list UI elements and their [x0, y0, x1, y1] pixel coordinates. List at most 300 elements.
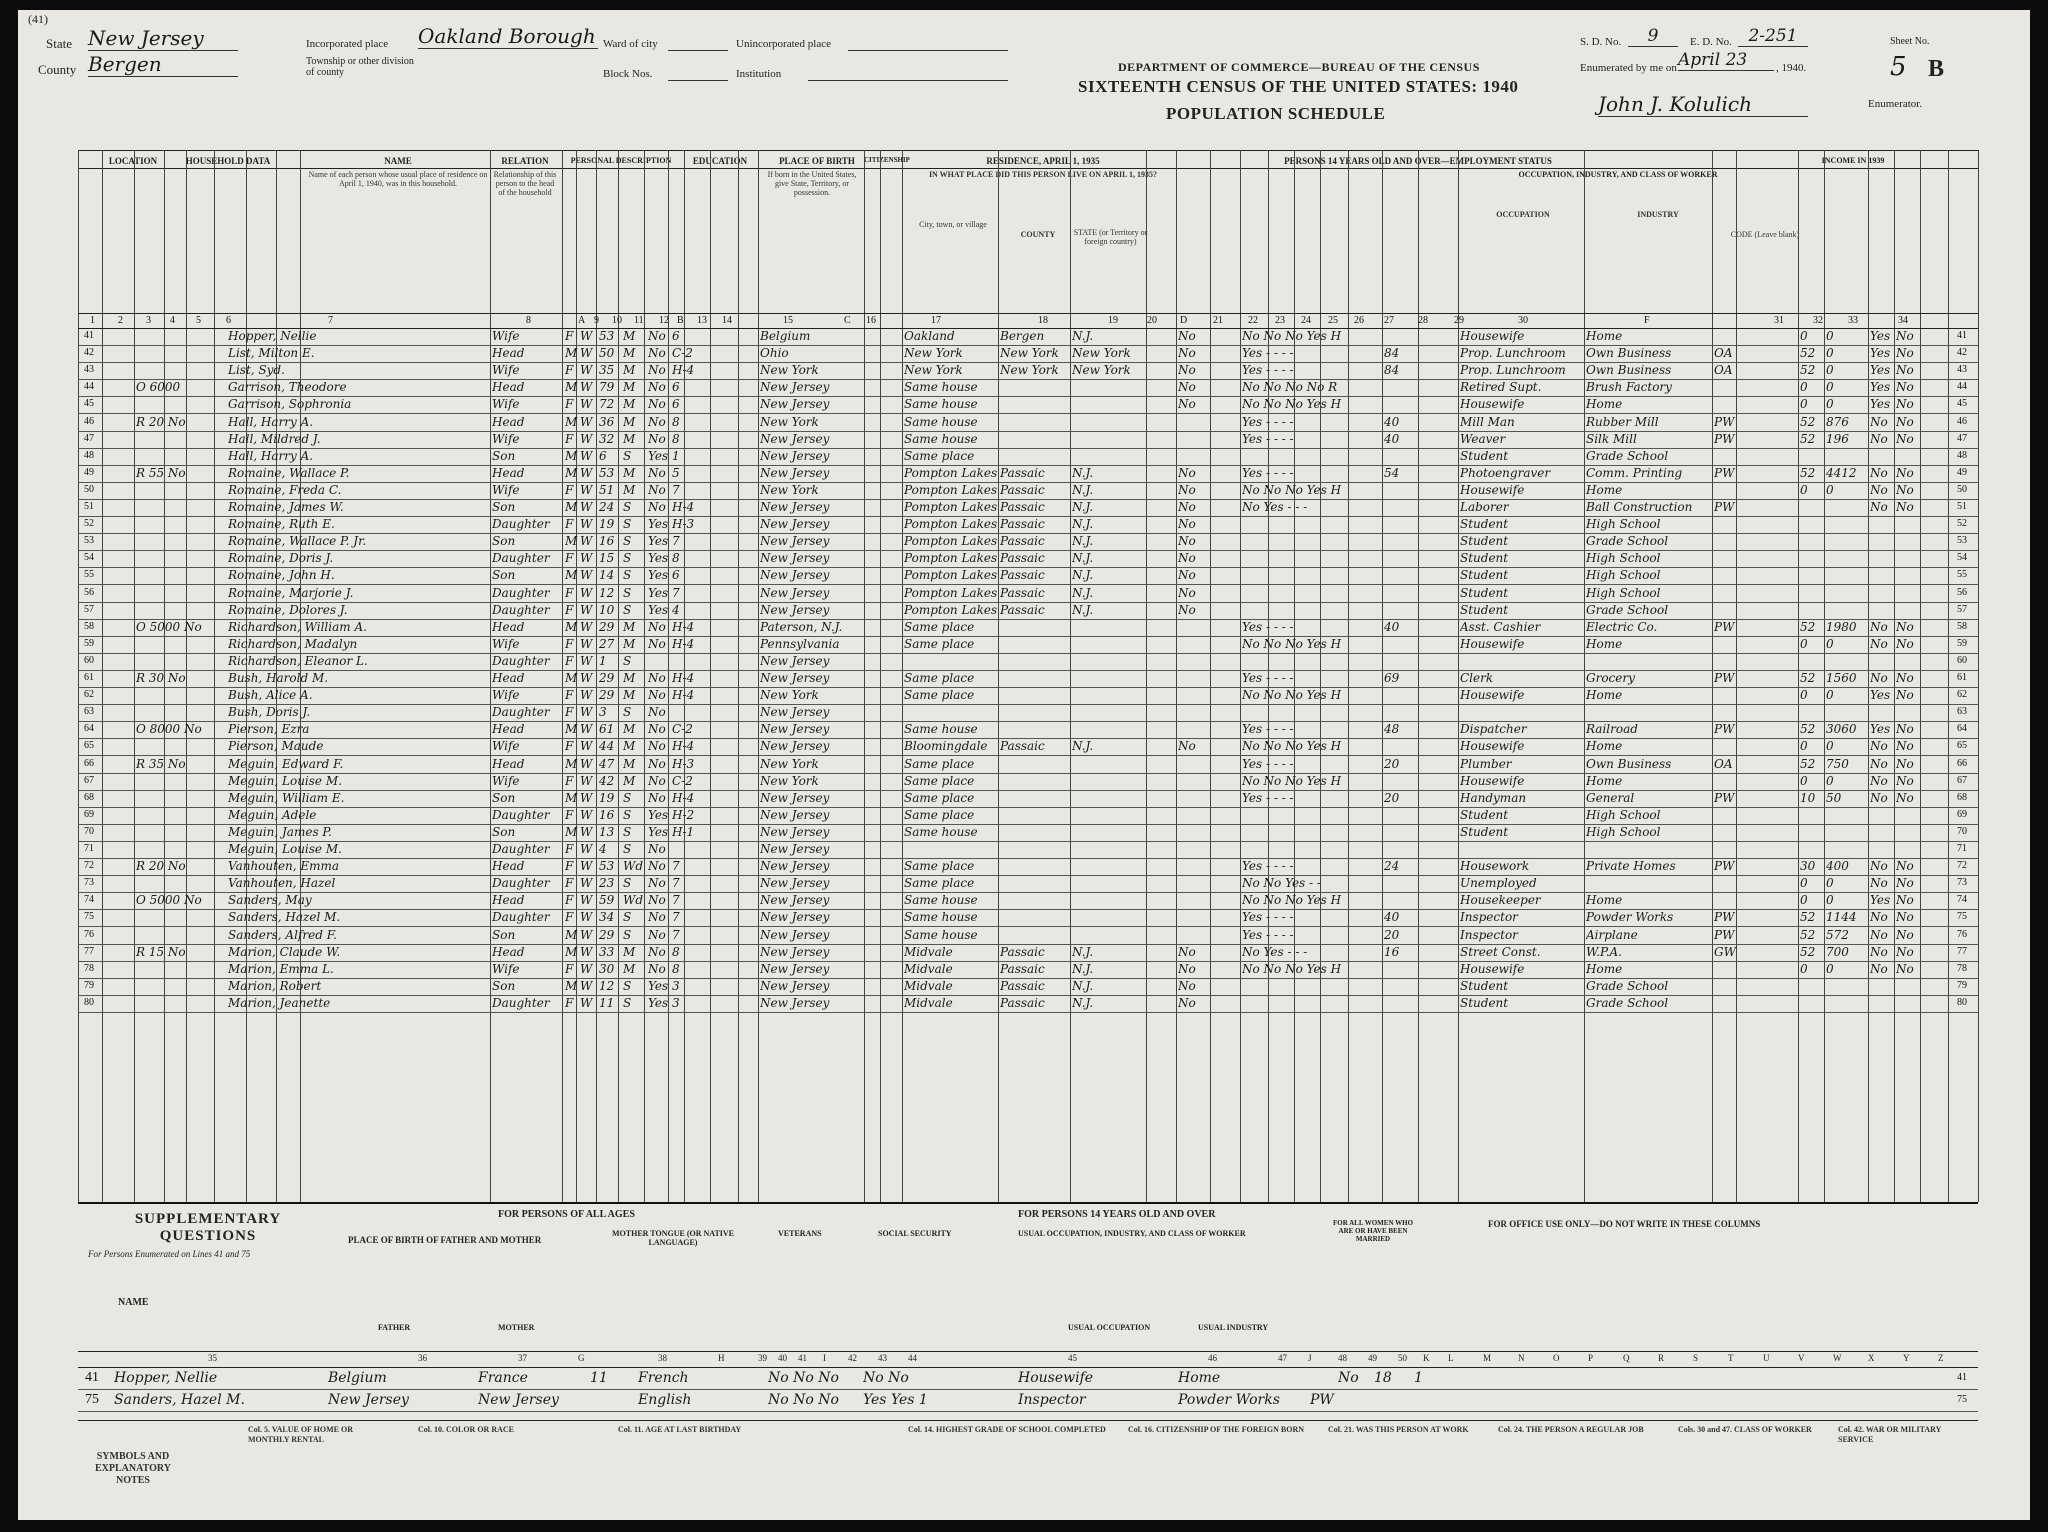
supp-column-number: 46 [1208, 1353, 1217, 1363]
note-col42: Col. 42. WAR OR MILITARY SERVICE [1838, 1425, 1942, 1444]
head-name: Name of each person whose usual place of residence on April 1, 1940, was in this household. [308, 170, 488, 188]
on-farm: No [1178, 465, 1196, 480]
line-number: 60 [84, 654, 94, 666]
table-row [78, 961, 1978, 979]
race: W [580, 995, 593, 1010]
industry: Home [1586, 482, 1623, 497]
sex: F [565, 688, 574, 703]
age: 29 [599, 619, 615, 634]
supp-class: PW [1310, 1392, 1334, 1408]
enumerated-date: April 23 [1678, 50, 1774, 71]
note-col21: Col. 21. WAS THIS PERSON AT WORK [1328, 1425, 1469, 1434]
table-row [78, 465, 1978, 483]
institution-label: Institution [736, 68, 782, 80]
sex: M [565, 534, 578, 549]
supp-column-number: Q [1623, 1353, 1630, 1363]
sex: M [565, 824, 578, 839]
age: 32 [599, 431, 615, 446]
class-of-worker: OA [1714, 346, 1733, 361]
employment-status: No No Yes - - [1242, 876, 1321, 891]
line-number-right: 62 [1957, 689, 1967, 701]
residence-city: Pompton Lakes [904, 585, 998, 600]
industry: Grocery [1586, 671, 1635, 685]
residence-city: Same house [904, 893, 978, 908]
other-income: Yes [1870, 363, 1891, 378]
band-citizenship: CITIZENSHIP [864, 156, 910, 164]
enumerated-label: Enumerated by me on [1580, 62, 1677, 74]
person-name: Pierson, Maude [228, 739, 324, 754]
age: 51 [599, 482, 615, 497]
place-of-birth: Paterson, N.J. [760, 619, 843, 634]
sex: F [565, 876, 574, 891]
employment-status: Yes - - - - [1242, 465, 1294, 480]
industry: Brush Factory [1586, 380, 1672, 395]
occupation: Prop. Lunchroom [1460, 346, 1566, 361]
industry: Home [1586, 329, 1623, 343]
supp-column-number: L [1448, 1353, 1454, 1363]
age: 42 [599, 773, 615, 788]
supp-rows [78, 1368, 1978, 1416]
occupation: Student [1460, 585, 1509, 600]
line-number-right: 64 [1957, 723, 1967, 735]
farm-schedule: No [1896, 363, 1914, 378]
place-of-birth: New Jersey [760, 585, 830, 600]
race: W [580, 414, 593, 429]
school-attendance: No [648, 671, 666, 685]
residence-county: Passaic [1000, 995, 1045, 1010]
supp-column-number: S [1693, 1353, 1699, 1363]
race: W [580, 859, 593, 874]
other-income: Yes [1870, 688, 1891, 703]
marital-status: S [623, 927, 632, 942]
grade-completed: 4 [672, 602, 680, 617]
class-of-worker: PW [1714, 671, 1735, 685]
grade-completed: 8 [672, 414, 680, 429]
occupation: Handyman [1460, 790, 1527, 805]
wage-income: 0 [1826, 876, 1834, 891]
residence-city: Pompton Lakes [904, 551, 998, 566]
line-number-right: 79 [1957, 979, 1967, 991]
table-row [78, 379, 1978, 397]
marital-status: M [623, 671, 636, 685]
county-value: Bergen [88, 52, 238, 77]
supp-over14-band: FOR PERSONS 14 YEARS OLD AND OVER [1018, 1209, 1216, 1220]
school-attendance: No [648, 842, 666, 856]
race: W [580, 790, 593, 805]
state-value: New Jersey [88, 26, 238, 51]
residence-city: Oakland [904, 329, 955, 343]
marital-status: S [623, 602, 632, 617]
head-state: STATE (or Territory or foreign country) [1073, 228, 1148, 246]
other-income: No [1870, 500, 1888, 514]
supp-head-veterans: VETERANS [778, 1229, 822, 1238]
relation: Daughter [492, 910, 550, 925]
place-of-birth: New Jersey [760, 568, 830, 583]
farm-schedule: No [1896, 756, 1914, 771]
residence-city: Pompton Lakes [904, 465, 998, 480]
note-col16: Col. 16. CITIZENSHIP OF THE FOREIGN BORN [1128, 1425, 1305, 1434]
marital-status: M [623, 465, 636, 480]
supp-head-women: FOR ALL WOMEN WHO ARE OR HAVE BEEN MARRIED [1332, 1219, 1414, 1243]
sex: M [565, 671, 578, 685]
table-row [78, 567, 1978, 585]
residence-state: New York [1072, 346, 1131, 361]
school-attendance: Yes [648, 602, 669, 617]
head-industry: INDUSTRY [1637, 210, 1679, 219]
place-of-birth: New Jersey [760, 448, 830, 463]
column-number: 30 [1518, 315, 1528, 326]
person-name: Sanders, Alfred F. [228, 927, 337, 942]
line-number: 73 [84, 877, 94, 889]
relation: Wife [492, 431, 520, 446]
relation: Son [492, 790, 516, 805]
person-name: Bush, Doris J. [228, 705, 311, 720]
residence-city: Same place [904, 790, 975, 805]
other-income: No [1870, 773, 1888, 788]
line-number-right: 56 [1957, 586, 1967, 598]
head-city: City, town, or village [919, 220, 987, 229]
on-farm: No [1178, 995, 1196, 1010]
band-occupation: OCCUPATION, INDUSTRY, AND CLASS OF WORKER [1518, 170, 1718, 179]
industry: Grade School [1586, 995, 1669, 1010]
residence-city: Midvale [904, 995, 953, 1010]
residence-city: Pompton Lakes [904, 568, 998, 583]
household-data: R 15 No [136, 944, 186, 959]
table-row [78, 790, 1978, 808]
supp-row [78, 1390, 1978, 1412]
race: W [580, 978, 593, 993]
supp-subtitle: For Persons Enumerated on Lines 41 and 75 [88, 1249, 251, 1259]
race: W [580, 363, 593, 378]
farm-schedule: No [1896, 927, 1914, 942]
column-number: 20 [1147, 315, 1157, 326]
farm-schedule: No [1896, 876, 1914, 891]
relation: Head [492, 619, 525, 634]
relation: Daughter [492, 653, 550, 668]
weeks-worked: 52 [1800, 756, 1816, 771]
other-income: Yes [1870, 893, 1891, 908]
place-of-birth: New Jersey [760, 602, 830, 617]
grade-completed: H-4 [672, 688, 695, 703]
supp-usual-occ: USUAL OCCUPATION [1068, 1323, 1151, 1332]
grade-completed: H-4 [672, 619, 695, 634]
school-attendance: No [648, 773, 666, 788]
table-row [78, 875, 1978, 893]
enumerator-signature: John J. Kolulich [1598, 92, 1808, 117]
line-number-right: 65 [1957, 740, 1967, 752]
place-of-birth: New Jersey [760, 961, 830, 976]
residence-state: N.J. [1072, 551, 1094, 566]
industry: Grade School [1586, 534, 1669, 549]
enumerator-label: Enumerator. [1868, 98, 1923, 110]
person-name: Garrison, Sophronia [228, 397, 352, 412]
farm-schedule: No [1896, 944, 1914, 959]
place-of-birth: New Jersey [760, 397, 830, 412]
residence-city: Same house [904, 910, 978, 925]
farm-schedule: No [1896, 671, 1914, 685]
occupation: Housewife [1460, 688, 1525, 703]
class-of-worker: PW [1714, 910, 1735, 925]
supp-column-number: N [1518, 1353, 1525, 1363]
relation: Daughter [492, 876, 550, 891]
weeks-worked: 0 [1800, 688, 1808, 703]
line-number-right: 76 [1957, 928, 1967, 940]
marital-status: M [623, 722, 636, 737]
column-number: A [578, 315, 586, 326]
industry: General [1586, 790, 1635, 805]
employment-status: Yes - - - - [1242, 346, 1294, 361]
line-number-right: 44 [1957, 381, 1967, 393]
table-row [78, 516, 1978, 534]
sd-label: S. D. No. [1580, 36, 1622, 48]
age: 34 [599, 910, 615, 925]
age: 11 [599, 995, 615, 1010]
column-number: B [677, 315, 684, 326]
supp-married: No [1338, 1370, 1359, 1386]
supp-column-number: 45 [1068, 1353, 1077, 1363]
relation: Head [492, 944, 525, 959]
residence-county: Passaic [1000, 465, 1045, 480]
age: 29 [599, 688, 615, 703]
supp-column-number: 47 [1278, 1353, 1287, 1363]
school-attendance: No [648, 961, 666, 976]
column-number: 26 [1354, 315, 1364, 326]
school-attendance: No [648, 482, 666, 497]
occupation: Mill Man [1460, 414, 1515, 429]
col-rule [1978, 150, 1979, 1202]
place-of-birth: New Jersey [760, 944, 830, 959]
residence-city: Same house [904, 397, 978, 412]
place-of-birth: Belgium [760, 329, 811, 343]
race: W [580, 568, 593, 583]
hours-worked: 20 [1384, 790, 1400, 805]
person-name: Bush, Alice A. [228, 688, 313, 703]
grade-completed: C-2 [672, 346, 693, 361]
marital-status: Wd [623, 893, 644, 908]
marital-status: S [623, 824, 632, 839]
residence-city: Midvale [904, 944, 953, 959]
farm-schedule: No [1896, 636, 1914, 651]
sex: M [565, 619, 578, 634]
place-of-birth: New Jersey [760, 978, 830, 993]
weeks-worked: 52 [1800, 346, 1816, 361]
grade-completed: 7 [672, 910, 680, 925]
supp-column-number: H [718, 1353, 725, 1363]
marital-status: M [623, 961, 636, 976]
age: 29 [599, 927, 615, 942]
race: W [580, 346, 593, 361]
on-farm: No [1178, 585, 1196, 600]
supp-column-number: 39 [758, 1353, 767, 1363]
line-number-right: 60 [1957, 654, 1967, 666]
line-number-right: 63 [1957, 706, 1967, 718]
relation: Wife [492, 329, 520, 343]
occupation: Housekeeper [1460, 893, 1541, 908]
residence-city: Same house [904, 380, 978, 395]
relation: Son [492, 448, 516, 463]
supp-veterans: No No No [768, 1370, 839, 1386]
age: 16 [599, 534, 615, 549]
table-row [78, 824, 1978, 842]
place-of-birth: New Jersey [760, 927, 830, 942]
supp-top-rule [78, 1202, 1978, 1204]
other-income: Yes [1870, 397, 1891, 412]
hours-worked: 84 [1384, 363, 1400, 378]
race: W [580, 876, 593, 891]
person-name: List, Milton E. [228, 346, 315, 361]
line-number: 46 [84, 415, 94, 427]
line-number: 52 [84, 518, 94, 530]
employment-status: Yes - - - - [1242, 414, 1294, 429]
place-of-birth: New York [760, 756, 819, 771]
age: 12 [599, 585, 615, 600]
employment-status: Yes - - - - [1242, 927, 1294, 942]
place-of-birth: New Jersey [760, 431, 830, 446]
race: W [580, 807, 593, 822]
marital-status: S [623, 807, 632, 822]
column-number: 15 [783, 315, 793, 326]
table-row [78, 636, 1978, 654]
supp-head-usual: USUAL OCCUPATION, INDUSTRY, AND CLASS OF WORKER [1018, 1229, 1246, 1238]
weeks-worked: 30 [1800, 859, 1816, 874]
supp-column-number: 44 [908, 1353, 917, 1363]
corner-mark: (41) [28, 12, 48, 26]
other-income: No [1870, 790, 1888, 805]
school-attendance: No [648, 859, 666, 874]
place-of-birth: New York [760, 688, 819, 703]
occupation: Retired Supt. [1460, 380, 1542, 395]
line-number-right: 66 [1957, 757, 1967, 769]
occupation: Student [1460, 807, 1509, 822]
grade-completed: 7 [672, 876, 680, 891]
residence-city: Same place [904, 773, 975, 788]
column-number: 3 [146, 315, 151, 326]
column-number: 10 [612, 315, 622, 326]
marital-status: M [623, 739, 636, 754]
supp-column-number: 41 [798, 1353, 807, 1363]
relation: Head [492, 414, 525, 429]
school-attendance: No [648, 431, 666, 446]
sex: M [565, 927, 578, 942]
residence-county: New York [1000, 363, 1059, 378]
sex: F [565, 842, 574, 856]
relation: Son [492, 568, 516, 583]
place-of-birth: New Jersey [760, 534, 830, 549]
table-row [78, 773, 1978, 791]
marital-status: M [623, 756, 636, 771]
on-farm: No [1178, 534, 1196, 549]
other-income: No [1870, 756, 1888, 771]
farm-schedule: No [1896, 346, 1914, 361]
school-attendance: No [648, 414, 666, 429]
industry: Home [1586, 961, 1623, 976]
school-attendance: No [648, 346, 666, 361]
sex: F [565, 995, 574, 1010]
race: W [580, 739, 593, 754]
table-row [78, 499, 1978, 517]
line-number: 68 [84, 791, 94, 803]
relation: Son [492, 534, 516, 549]
hours-worked: 24 [1384, 859, 1400, 874]
wage-income: 196 [1826, 431, 1849, 446]
age: 3 [599, 705, 607, 720]
column-number: 33 [1848, 315, 1858, 326]
supp-column-number: K [1423, 1353, 1430, 1363]
marital-status: S [623, 448, 632, 463]
sd-value: 9 [1628, 26, 1678, 47]
occupation: Student [1460, 824, 1509, 839]
occupation: Clerk [1460, 671, 1494, 685]
table-row [78, 396, 1978, 414]
other-income: No [1870, 636, 1888, 651]
residence-county: Passaic [1000, 602, 1045, 617]
class-of-worker: PW [1714, 431, 1735, 446]
residence-state: N.J. [1072, 329, 1094, 343]
weeks-worked: 52 [1800, 944, 1816, 959]
race: W [580, 688, 593, 703]
supp-age-first-marriage: 18 [1374, 1370, 1392, 1386]
grade-completed: 7 [672, 927, 680, 942]
column-number: 11 [634, 315, 644, 326]
marital-status: S [623, 910, 632, 925]
line-number-right: 52 [1957, 518, 1967, 530]
other-income: No [1870, 876, 1888, 891]
place-of-birth: New Jersey [760, 859, 830, 874]
relation: Daughter [492, 995, 550, 1010]
person-name: Marion, Robert [228, 978, 322, 993]
relation: Daughter [492, 517, 550, 532]
band-relation: RELATION [501, 156, 549, 166]
farm-schedule: No [1896, 465, 1914, 480]
line-number: 56 [84, 586, 94, 598]
class-of-worker: PW [1714, 790, 1735, 805]
age: 23 [599, 876, 615, 891]
relation: Head [492, 346, 525, 361]
industry: Private Homes [1586, 859, 1676, 874]
band-personal: PERSONAL DESCRIPTION [570, 156, 672, 165]
farm-schedule: No [1896, 500, 1914, 514]
grade-completed: 8 [672, 961, 680, 976]
residence-city: Same place [904, 859, 975, 874]
class-of-worker: PW [1714, 465, 1735, 480]
supp-column-number: 36 [418, 1353, 427, 1363]
age: 12 [599, 978, 615, 993]
line-number: 43 [84, 364, 94, 376]
wage-income: 400 [1826, 859, 1849, 874]
residence-city: Same house [904, 414, 978, 429]
line-number: 66 [84, 757, 94, 769]
sex: F [565, 893, 574, 908]
race: W [580, 431, 593, 446]
wage-income: 1144 [1826, 910, 1857, 925]
race: W [580, 619, 593, 634]
sex: M [565, 568, 578, 583]
school-attendance: Yes [648, 517, 669, 532]
wage-income: 1980 [1826, 619, 1857, 634]
note-col14: Col. 14. HIGHEST GRADE OF SCHOOL COMPLETED [908, 1425, 1106, 1434]
industry: Electric Co. [1586, 619, 1658, 634]
school-attendance: Yes [648, 807, 669, 822]
column-number: 8 [526, 315, 531, 326]
person-name: Richardson, Madalyn [228, 636, 358, 651]
household-data: R 20 No [136, 414, 186, 429]
sheet-number: 5 [1890, 52, 1907, 82]
industry: High School [1586, 585, 1661, 600]
column-number: 28 [1418, 315, 1428, 326]
column-number: 19 [1108, 315, 1118, 326]
weeks-worked: 52 [1800, 927, 1816, 942]
column-number-strip [78, 313, 1978, 329]
